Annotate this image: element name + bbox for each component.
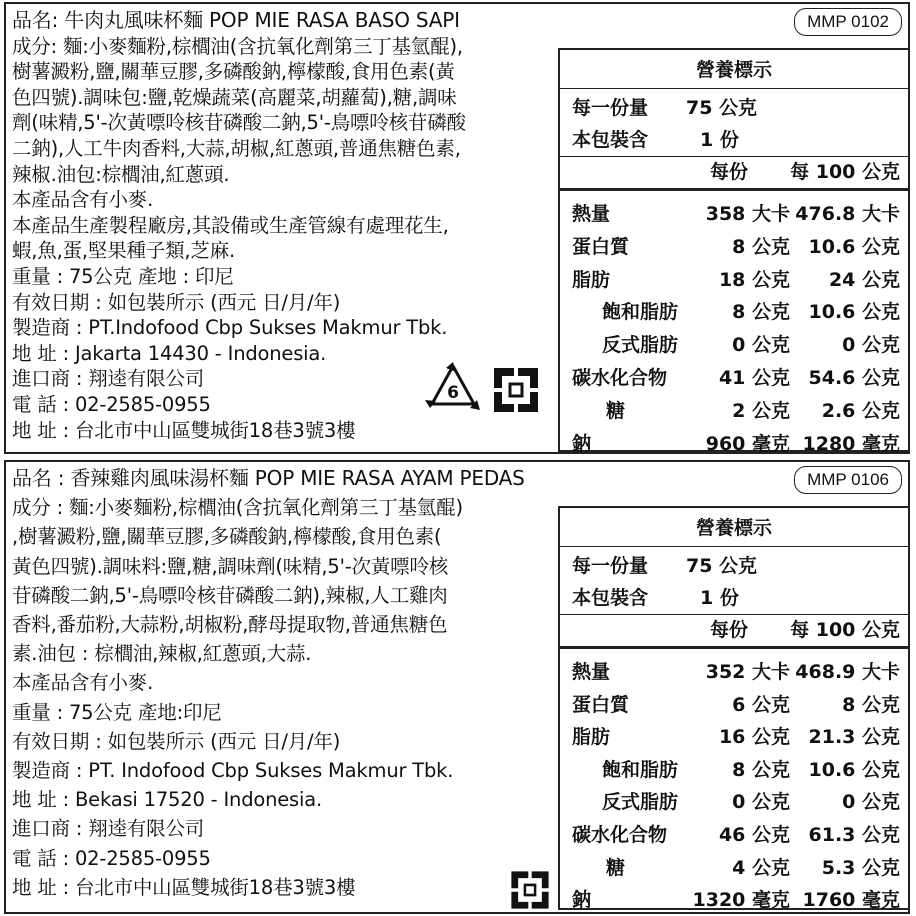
pack-label: 本包裝含 (572, 587, 649, 609)
label-text-line: 有效日期 : 如包裝所示 (西元 日/月/年) (12, 290, 341, 314)
serving-label: 每一份量 (572, 97, 649, 119)
label-text-line: ,樹薯澱粉,鹽,關華豆膠,多磷酸鈉,檸檬酸,食用色素( (12, 525, 442, 549)
product-name-line: 品名: 牛肉丸風味杯麵 POP MIE RASA BASO SAPI (12, 8, 460, 32)
servings-per-pack-row (560, 582, 908, 614)
servings-per-pack-row (560, 124, 908, 156)
nutrient-per-serving: 2 公克 (732, 399, 790, 422)
nutrient-per-serving: 46 公克 (718, 824, 790, 846)
nutrient-name: 糖 (606, 856, 626, 879)
nutrient-row (560, 428, 908, 460)
nutrient-name: 飽和脂肪 (602, 301, 679, 324)
nutrient-per-serving: 1320 毫克 (692, 889, 790, 912)
label-text-line: 製造商 : PT.Indofood Cbp Sukses Makmur Tbk. (12, 316, 448, 340)
nutrient-per-serving: 16 公克 (718, 726, 790, 749)
nutrient-row (560, 198, 908, 230)
label-text-line: 色四號).調味包:鹽,乾燥蔬菜(高麗菜,胡蘿蔔),糖,調味 (12, 85, 457, 109)
label-text-line: 蝦,魚,蛋,堅果種子類,芝麻. (12, 239, 235, 263)
recycle-number: 6 (447, 383, 459, 403)
label-text-line: 地 址 : 台北市中山區雙城街18巷3號3樓 (12, 418, 356, 442)
nutrient-name: 蛋白質 (572, 693, 630, 716)
label-text-line: 成分 : 麵:小麥麵粉,棕櫚油(含抗氧化劑第三丁基氫醌) (12, 496, 463, 520)
label-text-line: 香料,番茄粉,大蒜粉,胡椒粉,酵母提取物,普通焦糖色 (12, 613, 448, 636)
nutrient-per-100g: 10.6 公克 (808, 235, 900, 258)
label-text-line: 進口商 : 翔逵有限公司 (12, 817, 205, 841)
label-text-line: 製造商 : PT. Indofood Cbp Sukses Makmur Tbk. (12, 759, 454, 782)
nutrient-per-serving: 8 公克 (732, 235, 790, 258)
nutrient-name: 脂肪 (572, 726, 611, 749)
col-per-100g: 每 100 公克 (790, 161, 900, 183)
label-text-line: 重量 : 75公克 產地 : 印尼 (12, 265, 234, 288)
col-per-serving: 每份 (709, 619, 748, 641)
label-text-line: 成分: 麵:小麥麵粉,棕櫚油(含抗氧化劑第三丁基氫醌), (12, 34, 463, 58)
serving-size-row (560, 550, 908, 582)
product-label-panel-1 (4, 2, 910, 454)
nutrient-row (560, 231, 908, 263)
nutrient-per-serving: 4 公克 (732, 856, 790, 879)
nutrient-per-100g: 54.6 公克 (808, 367, 900, 389)
nutrient-name: 反式脂肪 (602, 791, 679, 814)
nutrient-name: 脂肪 (572, 268, 611, 291)
nutrient-name: 糖 (606, 399, 626, 422)
nutrition-title: 營養標示 (695, 59, 772, 81)
nutrient-row (560, 819, 908, 851)
label-text-line: 素.油包 : 棕櫚油,辣椒,紅蔥頭,大蒜. (12, 642, 312, 666)
nutrient-per-100g: 0 公克 (842, 334, 900, 357)
serving-size-row (560, 92, 908, 124)
label-text-line: 苷磷酸二鈉,5'-鳥嘌呤核苷磷酸二鈉),辣椒,人工雞肉 (12, 583, 448, 607)
label-text-line: 地 址 : Bekasi 17520 - Indonesia. (12, 788, 322, 812)
nutrient-per-100g: 5.3 公克 (821, 856, 900, 879)
nutrient-per-serving: 8 公克 (732, 301, 790, 324)
nutrient-per-serving: 8 公克 (732, 758, 790, 781)
pack-value: 1 份 (700, 587, 739, 609)
label-text-line: 二鈉),人工牛肉香料,大蒜,胡椒,紅蔥頭,普通焦糖色素, (12, 137, 461, 160)
nutrient-per-100g: 2.6 公克 (821, 399, 900, 422)
label-text-line: 地 址 : 台北市中山區雙城街18巷3號3樓 (12, 875, 356, 899)
nutrient-row (560, 754, 908, 786)
serving-value: 75 公克 (686, 555, 758, 577)
nutrition-table (558, 506, 910, 910)
label-text-line: 本產品生產製程廠房,其設備或生產管線有處理花生, (12, 213, 449, 237)
nutrition-title: 營養標示 (695, 517, 772, 539)
nutrient-per-100g: 24 公克 (828, 268, 900, 291)
nutrient-name: 飽和脂肪 (602, 758, 679, 781)
nutrient-row (560, 689, 908, 721)
nutrient-per-100g: 1280 毫克 (802, 432, 900, 455)
nutrient-per-serving: 0 公克 (732, 791, 790, 814)
nutrient-row (560, 395, 908, 427)
pack-value: 1 份 (700, 129, 739, 151)
col-per-serving: 每份 (709, 161, 748, 183)
nutrient-per-serving: 0 公克 (732, 334, 790, 357)
nutrient-name: 碳水化合物 (572, 824, 668, 846)
nutrient-row (560, 296, 908, 328)
taiwan-recycling-mark-icon (490, 364, 542, 416)
nutrient-per-100g: 10.6 公克 (808, 301, 900, 324)
label-text-line: 黃色四號).調味料:鹽,糖,調味劑(味精,5'-次黃嘌呤核 (12, 554, 449, 578)
nutrient-name: 熱量 (572, 661, 611, 683)
nutrient-per-serving: 358 大卡 (705, 203, 790, 225)
nutrient-row (560, 852, 908, 884)
nutrient-row (560, 362, 908, 394)
nutrient-per-serving: 18 公克 (718, 268, 790, 291)
nutrient-per-100g: 8 公克 (842, 693, 900, 716)
pack-label: 本包裝含 (572, 129, 649, 151)
nutrient-name: 蛋白質 (572, 235, 630, 258)
nutrient-row (560, 786, 908, 818)
product-name-line: 品名 : 香辣雞肉風味湯杯麵 POP MIE RASA AYAM PEDAS (12, 466, 525, 490)
nutrient-per-100g: 1760 毫克 (802, 889, 900, 912)
nutrient-name: 鈉 (572, 432, 592, 455)
serving-label: 每一份量 (572, 555, 649, 577)
nutrient-per-100g: 61.3 公克 (808, 824, 900, 846)
column-header-row (560, 156, 908, 188)
nutrient-per-100g: 476.8 大卡 (795, 203, 900, 225)
serving-value: 75 公克 (686, 97, 758, 119)
label-text-line: 本產品含有小麥. (12, 188, 154, 212)
nutrient-per-100g: 10.6 公克 (808, 758, 900, 781)
nutrient-per-serving: 960 毫克 (705, 432, 790, 455)
label-text-line: 電 話 : 02-2585-0955 (12, 846, 211, 870)
nutrient-per-100g: 21.3 公克 (808, 726, 900, 749)
label-text-line: 樹薯澱粉,鹽,關華豆膠,多磷酸鈉,檸檬酸,食用色素(黃 (12, 60, 455, 84)
nutrient-row (560, 721, 908, 753)
nutrient-name: 碳水化合物 (572, 367, 668, 389)
nutrient-name: 反式脂肪 (602, 334, 679, 357)
label-text-line: 地 址 : Jakarta 14430 - Indonesia. (12, 341, 327, 365)
nutrient-per-serving: 6 公克 (732, 693, 790, 716)
nutrient-name: 熱量 (572, 203, 611, 225)
nutrient-row (560, 264, 908, 296)
product-code-badge: MMP 0102 (794, 8, 902, 36)
nutrient-per-100g: 468.9 大卡 (795, 661, 900, 683)
column-header-row (560, 614, 908, 646)
label-text-line: 辣椒.油包:棕櫚油,紅蔥頭. (12, 162, 230, 186)
label-text-line: 電 話 : 02-2585-0955 (12, 393, 211, 416)
label-text-line: 進口商 : 翔逵有限公司 (12, 367, 205, 391)
product-label-panel-2 (4, 460, 910, 914)
nutrient-per-serving: 41 公克 (718, 367, 790, 389)
nutrient-per-serving: 352 大卡 (705, 661, 790, 683)
col-per-100g: 每 100 公克 (790, 619, 900, 641)
label-text-line: 本產品含有小麥. (12, 671, 154, 695)
product-code-badge: MMP 0106 (794, 466, 902, 494)
recycle-icon (422, 360, 484, 418)
nutrient-per-100g: 0 公克 (842, 791, 900, 814)
nutrient-row (560, 884, 908, 916)
taiwan-recycling-mark-icon (508, 868, 552, 912)
label-text-line: 重量 : 75公克 產地:印尼 (12, 700, 222, 724)
nutrition-table (558, 48, 910, 455)
nutrient-row (560, 656, 908, 688)
label-text-line: 有效日期 : 如包裝所示 (西元 日/月/年) (12, 729, 341, 753)
label-text-line: 劑(味精,5'-次黃嘌呤核苷磷酸二鈉,5'-鳥嘌呤核苷磷酸 (12, 111, 466, 135)
nutrient-row (560, 329, 908, 361)
nutrient-name: 鈉 (572, 889, 592, 912)
